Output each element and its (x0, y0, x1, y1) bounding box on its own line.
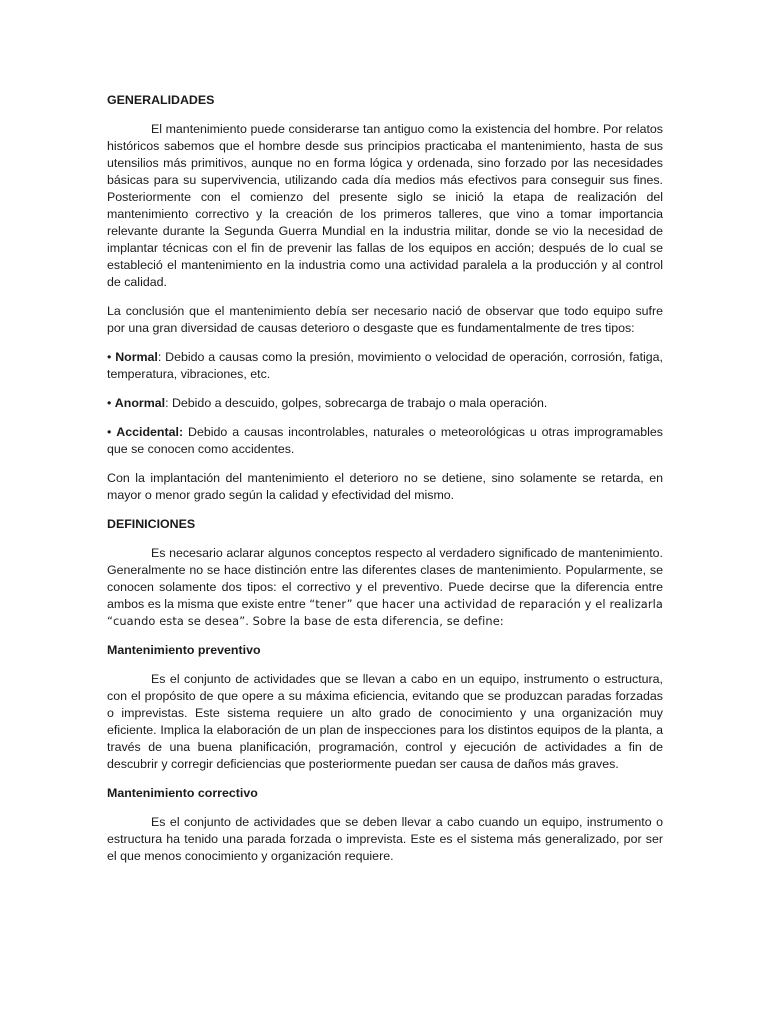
heading-generalidades: GENERALIDADES (107, 93, 215, 107)
heading-preventivo: Mantenimiento preventivo (107, 643, 261, 657)
bullet-marker: • (107, 350, 112, 364)
bullet-marker: • (107, 396, 112, 410)
paragraph-generalidades-3: Con la implantación del mantenimiento el deterioro no se detiene, sino solamente se retarda, en mayor o menor grado según la calidad y efectividad del mismo. (107, 471, 663, 502)
document-page (107, 92, 663, 877)
bullet-normal (107, 349, 663, 383)
bullet-text-normal: : Debido a causas como la presión, movimiento o velocidad de operación, corrosión, fatiga, temperatura, vibraciones, etc. (107, 350, 663, 381)
bullet-marker: • (107, 425, 112, 439)
bullet-term-normal: Normal (115, 350, 158, 364)
bullet-anormal (107, 395, 663, 412)
definiciones-text-start: Es necesario aclarar algunos conceptos respecto al verdadero significado de mantenimiento. Generalmente no se hace distinción entre las diferentes clases de mantenimiento. Popularmente, se conocen solamente dos tipos: el correctivo y el preventivo. Puede decirse que la diferencia entre ambos es la misma que existe entre (107, 546, 663, 611)
bullet-term-accidental: Accidental: (116, 425, 184, 439)
paragraph-preventivo-1: Es el conjunto de actividades que se llevan a cabo en un equipo, instrumento o estructura, con el propósito de que opere a su máxima eficiencia, evitando que se produzcan paradas forzadas o imprevistas. Este sistema requiere un alto grado de conocimiento y una organización muy eficiente. Implica la elaboración de un plan de inspecciones para los distintos equipos de la planta, a través de una buena planificación, programación, control y ejecución de actividades a fin de descubrir y corregir deficiencias que posteriormente puedan ser causa de daños más graves. (107, 672, 663, 771)
paragraph-generalidades-2: La conclusión que el mantenimiento debía ser necesario nació de observar que todo equipo sufre por una gran diversidad de causas deterioro o desgaste que es fundamentalmente de tres tipos: (107, 304, 663, 335)
bullet-text-anormal: : Debido a descuido, golpes, sobrecarga de trabajo o mala operación. (165, 396, 548, 410)
heading-correctivo: Mantenimiento correctivo (107, 786, 258, 800)
paragraph-definiciones-1 (107, 545, 663, 630)
paragraph-correctivo-1: Es el conjunto de actividades que se deben llevar a cabo cuando un equipo, instrumento o estructura ha tenido una parada forzada o imprevista. Este es el sistema más generalizado, por ser el que menos conocimiento y organización requiere. (107, 815, 663, 863)
definiciones-text-end: “tener” que hacer una actividad de reparación y el realizarla “cuando esta se desea”. Sobre la base de esta diferencia, se define: (107, 597, 663, 628)
paragraph-generalidades-1: El mantenimiento puede considerarse tan antiguo como la existencia del hombre. Por relatos históricos sabemos que el hombre desde sus principios practicaba el mantenimiento, hasta de sus utensilios más primitivos, aunque no en forma lógica y ordenada, sino forzado por las necesidades básicas para su supervivencia, utilizando cada día medios más efectivos para conseguir sus fines. Posteriormente con el comienzo del presente siglo se inició la etapa de realización del mantenimiento correctivo y la creación de los primeros talleres, que vino a tomar importancia relevante durante la Segunda Guerra Mundial en la industria militar, donde se vio la necesidad de implantar técnicas con el fin de prevenir las fallas de los equipos en acción; después de lo cual se estableció el mantenimiento en la industria como una actividad paralela a la producción y al control de calidad. (107, 122, 663, 289)
bullet-text-accidental: Debido a causas incontrolables, naturales o meteorológicas u otras improgramables que se conocen como accidentes. (107, 425, 663, 456)
bullet-accidental (107, 424, 663, 458)
heading-definiciones: DEFINICIONES (107, 517, 196, 531)
bullet-term-anormal: Anormal (114, 396, 166, 410)
